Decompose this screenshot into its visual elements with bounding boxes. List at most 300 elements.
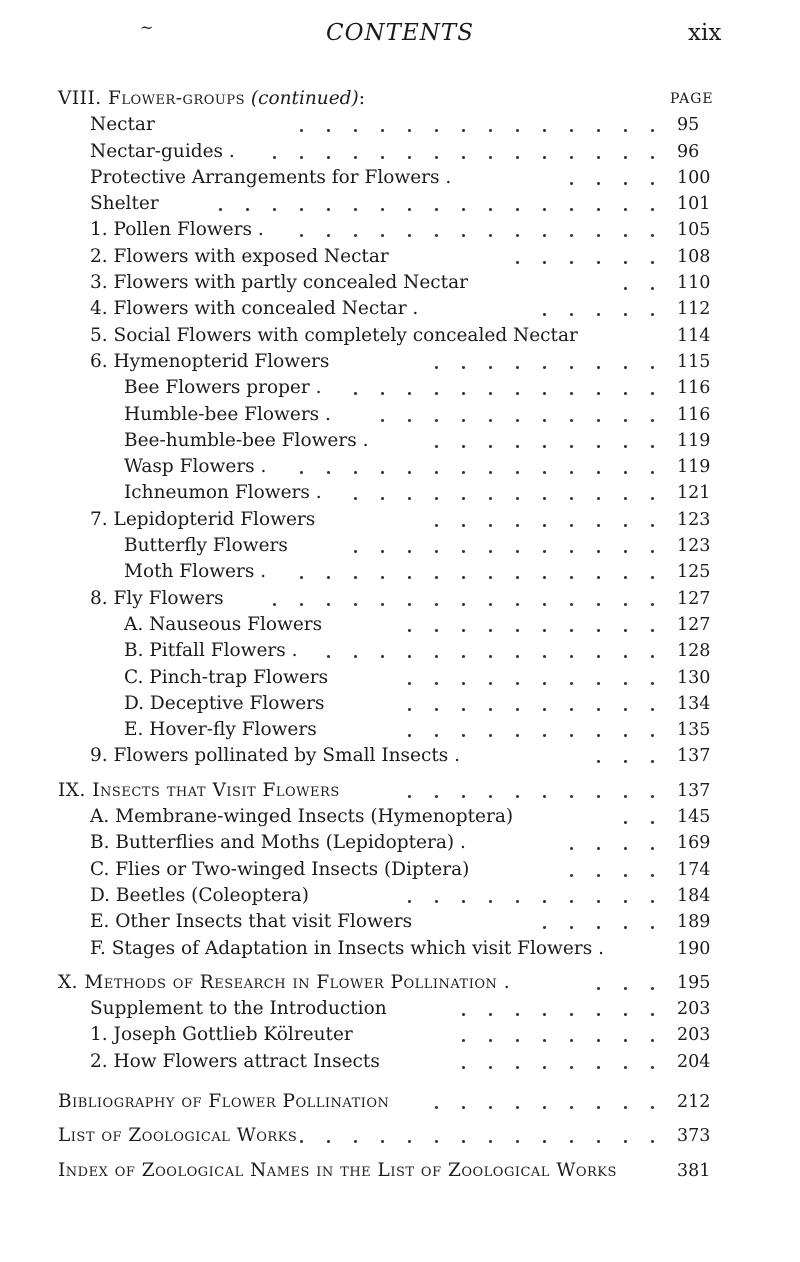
running-head — [0, 20, 800, 50]
leader-dot — [462, 497, 465, 500]
leader-dot — [462, 1066, 465, 1069]
leader-dot — [624, 874, 627, 877]
toc-entry-title: E. Other Insects that visit Flowers — [90, 911, 413, 933]
leader-dot — [381, 208, 384, 211]
leader-dot — [489, 795, 492, 798]
leader-dot — [597, 445, 600, 448]
leader-dot — [624, 261, 627, 264]
toc-entry-attract — [0, 1049, 800, 1075]
leader-dot — [489, 156, 492, 159]
running-head-title: CONTENTS — [326, 20, 474, 46]
leader-dot — [651, 182, 654, 185]
leader-dot — [408, 1140, 411, 1143]
toc-entry-nectar — [0, 112, 800, 138]
leader-dot — [597, 603, 600, 606]
leader-dot — [543, 1039, 546, 1042]
leader-dot — [489, 682, 492, 685]
leader-dot — [597, 471, 600, 474]
leader-dot — [651, 234, 654, 237]
leader-dot — [624, 208, 627, 211]
leader-dot — [651, 795, 654, 798]
leader-dot — [651, 366, 654, 369]
leader-dot — [489, 603, 492, 606]
leader-dot — [516, 603, 519, 606]
leader-dot — [651, 445, 654, 448]
index-heading — [0, 1158, 800, 1184]
toc-entry-page: 114 — [677, 325, 711, 346]
leader-dot — [462, 550, 465, 553]
leader-dot — [543, 1066, 546, 1069]
leader-dot — [624, 392, 627, 395]
leader-dot — [597, 1013, 600, 1016]
toc-entry-page: 128 — [677, 641, 711, 662]
chapter-x-label: X. Methods of Research in Flower Pollination . — [58, 971, 511, 993]
leader-dot — [543, 313, 546, 316]
toc-entry-title: 8. Fly Flowers — [90, 587, 224, 609]
leader-dot — [516, 208, 519, 211]
leader-dot — [381, 392, 384, 395]
leader-dot — [354, 208, 357, 211]
leader-dot — [651, 419, 654, 422]
toc-entry-page: 190 — [677, 938, 711, 959]
leader-dot — [570, 795, 573, 798]
leader-dot — [543, 926, 546, 929]
leader-dot — [327, 129, 330, 132]
leader-dot — [651, 987, 654, 990]
leader-dot — [381, 497, 384, 500]
toc-entry-page: 123 — [677, 536, 711, 557]
toc-entry-title: 5. Social Flowers with completely concealed Nectar — [90, 324, 578, 346]
leader-dot — [651, 392, 654, 395]
leader-dot — [597, 795, 600, 798]
toc-entry-page: 119 — [677, 430, 711, 451]
leader-dot — [624, 760, 627, 763]
leader-dot — [651, 261, 654, 264]
leader-dot — [597, 576, 600, 579]
leader-dot — [570, 156, 573, 159]
leader-dot — [597, 987, 600, 990]
leader-dot — [354, 497, 357, 500]
leader-dot — [354, 550, 357, 553]
toc-entry-butterflies-moths — [0, 830, 800, 856]
toc-entry-pinch — [0, 665, 800, 691]
leader-dot — [516, 655, 519, 658]
leader-dot — [489, 708, 492, 711]
toc-entry-fly — [0, 586, 800, 612]
leader-dot — [381, 419, 384, 422]
toc-entry-kolreuter — [0, 1022, 800, 1048]
leader-dot — [489, 471, 492, 474]
leader-dot — [273, 156, 276, 159]
leader-dot — [570, 1106, 573, 1109]
leader-dot — [273, 208, 276, 211]
leader-dot — [651, 1039, 654, 1042]
leader-dot — [327, 655, 330, 658]
leader-dot — [435, 1140, 438, 1143]
leader-dot — [624, 1140, 627, 1143]
leader-dot — [597, 524, 600, 527]
leader-dot — [408, 392, 411, 395]
toc-entry-page: 119 — [677, 457, 711, 478]
leader-dot — [408, 629, 411, 632]
leader-dot — [381, 234, 384, 237]
leader-dot — [624, 524, 627, 527]
leader-dot — [624, 682, 627, 685]
leader-dot — [489, 419, 492, 422]
leader-dot — [597, 550, 600, 553]
leader-dot — [651, 287, 654, 290]
leader-dot — [300, 603, 303, 606]
leader-dot — [516, 1039, 519, 1042]
toc-entry-page: 112 — [677, 299, 711, 320]
leader-dot — [516, 734, 519, 737]
leader-dot — [570, 900, 573, 903]
leader-dot — [624, 926, 627, 929]
toc-entry-title: Ichneumon Flowers . — [124, 482, 322, 504]
toc-entry-page: 127 — [677, 614, 711, 635]
leader-dot — [408, 795, 411, 798]
leader-dot — [462, 234, 465, 237]
toc-entry-page: 135 — [677, 720, 711, 741]
toc-entry-title: A. Membrane-winged Insects (Hymenoptera) — [90, 806, 514, 828]
leader-dot — [543, 1140, 546, 1143]
leader-dot — [435, 129, 438, 132]
leader-dot — [381, 471, 384, 474]
toc-entry-title: A. Nauseous Flowers — [124, 613, 323, 635]
toc-entry-page: 189 — [677, 912, 711, 933]
leader-dot — [489, 1106, 492, 1109]
leader-dot — [435, 1106, 438, 1109]
leader-dot — [462, 1140, 465, 1143]
toc-entry-shelter — [0, 191, 800, 217]
toc-entry-other — [0, 909, 800, 935]
leader-dot — [354, 603, 357, 606]
toc-entry-bee — [0, 375, 800, 401]
leader-dot — [489, 524, 492, 527]
leader-dot — [624, 1039, 627, 1042]
leader-dot — [408, 734, 411, 737]
leader-dot — [300, 234, 303, 237]
leader-dot — [435, 234, 438, 237]
leader-dot — [462, 655, 465, 658]
toc-entry-title: 9. Flowers pollinated by Small Insects . — [90, 745, 461, 767]
leader-dot — [408, 497, 411, 500]
leader-dot — [543, 603, 546, 606]
bibliography-heading — [0, 1089, 800, 1115]
leader-dot — [651, 313, 654, 316]
toc-entry-page: 101 — [677, 194, 711, 215]
leader-dot — [570, 1066, 573, 1069]
leader-dot — [516, 550, 519, 553]
leader-dot — [597, 156, 600, 159]
leader-dot — [651, 129, 654, 132]
leader-dot — [462, 1106, 465, 1109]
toc-entry-title: 7. Lepidopterid Flowers — [90, 508, 316, 530]
leader-dot — [354, 471, 357, 474]
leader-dot — [570, 847, 573, 850]
leader-dot — [543, 734, 546, 737]
leader-dot — [516, 708, 519, 711]
leader-dot — [489, 900, 492, 903]
leader-dot — [489, 1140, 492, 1143]
leader-dot — [354, 655, 357, 658]
leader-dot — [570, 366, 573, 369]
leader-dot — [435, 208, 438, 211]
leader-dot — [651, 708, 654, 711]
leader-dot — [624, 182, 627, 185]
leader-dot — [597, 234, 600, 237]
leader-dot — [327, 1140, 330, 1143]
leader-dot — [651, 874, 654, 877]
toc-entry-page: 95 — [677, 115, 700, 136]
leader-dot — [543, 471, 546, 474]
toc-entry-page: 125 — [677, 562, 711, 583]
leader-dot — [354, 1140, 357, 1143]
leader-dot — [489, 366, 492, 369]
zoological-label: List of Zoological Works — [58, 1125, 298, 1147]
toc-entry-deceptive — [0, 691, 800, 717]
leader-dot — [408, 234, 411, 237]
toc-entry-page: 100 — [677, 167, 711, 188]
leader-dot — [408, 900, 411, 903]
leader-dot — [570, 708, 573, 711]
leader-dot — [408, 471, 411, 474]
leader-dot — [435, 682, 438, 685]
leader-dot — [651, 655, 654, 658]
leader-dot — [597, 208, 600, 211]
leader-dot — [651, 550, 654, 553]
leader-dot — [435, 734, 438, 737]
toc-entry-flies — [0, 857, 800, 883]
leader-dot — [489, 1013, 492, 1016]
toc-entry-title: F. Stages of Adaptation in Insects which visit Flowers . — [90, 937, 604, 959]
leader-dot — [408, 550, 411, 553]
leader-dot — [570, 874, 573, 877]
chapter-viii-continued: (continued) — [250, 88, 359, 109]
running-head-mark: ~ — [140, 18, 154, 37]
toc-entry-title: 1. Pollen Flowers . — [90, 219, 264, 241]
leader-dot — [516, 795, 519, 798]
toc-entry-page: 116 — [677, 404, 711, 425]
leader-dot — [651, 208, 654, 211]
leader-dot — [435, 366, 438, 369]
leader-dot — [246, 208, 249, 211]
leader-dot — [624, 313, 627, 316]
leader-dot — [354, 129, 357, 132]
leader-dot — [597, 1039, 600, 1042]
leader-dot — [543, 419, 546, 422]
leader-dot — [435, 471, 438, 474]
leader-dot — [516, 497, 519, 500]
toc-entry-exposed — [0, 244, 800, 270]
toc-entry-page: 169 — [677, 833, 711, 854]
leader-dot — [651, 1140, 654, 1143]
toc-entry-lepidopterid — [0, 507, 800, 533]
leader-dot — [516, 129, 519, 132]
leader-dot — [435, 900, 438, 903]
leader-dot — [597, 261, 600, 264]
toc-entry-page: 212 — [677, 1091, 711, 1112]
leader-dot — [624, 655, 627, 658]
toc-entry-page: 203 — [677, 999, 711, 1020]
leader-dot — [327, 234, 330, 237]
toc-entry-hymenopterid — [0, 349, 800, 375]
toc-entry-page: 116 — [677, 378, 711, 399]
toc-entry-title: Shelter — [90, 193, 159, 215]
leader-dot — [624, 603, 627, 606]
leader-dot — [570, 926, 573, 929]
toc-entry-title: 2. Flowers with exposed Nectar — [90, 245, 389, 267]
leader-dot — [543, 900, 546, 903]
leader-dot — [570, 129, 573, 132]
leader-dot — [408, 156, 411, 159]
leader-dot — [624, 156, 627, 159]
toc-entry-title: Moth Flowers . — [124, 561, 267, 583]
leader-dot — [570, 445, 573, 448]
leader-dot — [624, 847, 627, 850]
leader-dot — [489, 1039, 492, 1042]
leader-dot — [651, 847, 654, 850]
leader-dot — [381, 655, 384, 658]
leader-dot — [543, 234, 546, 237]
leader-dot — [300, 576, 303, 579]
toc-entry-page: 137 — [677, 746, 711, 767]
leader-dot — [462, 682, 465, 685]
leader-dot — [624, 576, 627, 579]
leader-dot — [570, 234, 573, 237]
leader-dot — [516, 261, 519, 264]
leader-dot — [624, 629, 627, 632]
leader-dot — [543, 576, 546, 579]
leader-dot — [597, 366, 600, 369]
leader-dot — [489, 392, 492, 395]
leader-dot — [408, 655, 411, 658]
toc-entry-page: 204 — [677, 1051, 711, 1072]
leader-dot — [543, 1106, 546, 1109]
leader-dot — [597, 1106, 600, 1109]
leader-dot — [651, 1066, 654, 1069]
leader-dot — [435, 603, 438, 606]
chapter-x-heading — [0, 970, 800, 996]
leader-dot — [543, 156, 546, 159]
leader-dot — [435, 708, 438, 711]
leader-dot — [570, 497, 573, 500]
leader-dot — [624, 550, 627, 553]
leader-dot — [435, 576, 438, 579]
leader-dot — [651, 497, 654, 500]
toc-entry-page: 145 — [677, 807, 711, 828]
leader-dot — [516, 1013, 519, 1016]
chapter-viii-heading — [0, 86, 800, 112]
leader-dot — [435, 655, 438, 658]
toc-entry-page: 195 — [677, 972, 711, 993]
leader-dot — [624, 419, 627, 422]
toc-entry-page: 373 — [677, 1126, 711, 1147]
toc-entry-page: 108 — [677, 246, 711, 267]
leader-dot — [651, 603, 654, 606]
leader-dot — [597, 313, 600, 316]
leader-dot — [462, 208, 465, 211]
chapter-ix-label: IX. Insects that Visit Flowers — [58, 779, 340, 801]
leader-dot — [462, 1039, 465, 1042]
leader-dot — [597, 182, 600, 185]
leader-dot — [570, 182, 573, 185]
leader-dot — [516, 629, 519, 632]
toc-entry-title: 3. Flowers with partly concealed Nectar — [90, 272, 468, 294]
leader-dot — [435, 392, 438, 395]
leader-dot — [543, 524, 546, 527]
leader-dot — [624, 366, 627, 369]
leader-dot — [651, 1013, 654, 1016]
index-label: Index of Zoological Names in the List of Zoological Works — [58, 1159, 617, 1181]
leader-dot — [651, 524, 654, 527]
toc-entry-title: B. Butterflies and Moths (Lepidoptera) . — [90, 832, 466, 854]
leader-dot — [489, 629, 492, 632]
leader-dot — [570, 550, 573, 553]
bibliography-label: Bibliography of Flower Pollination — [58, 1090, 390, 1112]
toc-entry-title: 4. Flowers with concealed Nectar . — [90, 298, 419, 320]
leader-dot — [543, 550, 546, 553]
leader-dot — [408, 603, 411, 606]
leader-dot — [597, 655, 600, 658]
leader-dot — [570, 655, 573, 658]
leader-dot — [516, 1066, 519, 1069]
leader-dot — [570, 1039, 573, 1042]
leader-dot — [651, 576, 654, 579]
leader-dot — [570, 392, 573, 395]
leader-dot — [381, 156, 384, 159]
leader-dot — [462, 795, 465, 798]
leader-dot — [462, 734, 465, 737]
leader-dot — [543, 497, 546, 500]
leader-dot — [462, 419, 465, 422]
toc-entry-title: Bee Flowers proper . — [124, 377, 322, 399]
toc-entry-title: D. Deceptive Flowers — [124, 692, 325, 714]
toc-entry-concealed — [0, 296, 800, 322]
chapter-ix-heading — [0, 778, 800, 804]
leader-dot — [462, 392, 465, 395]
toc-entry-small-insects — [0, 743, 800, 769]
toc-entry-protective — [0, 165, 800, 191]
toc-entry-bee-humble — [0, 428, 800, 454]
leader-dot — [624, 900, 627, 903]
leader-dot — [570, 524, 573, 527]
toc-entry-title: Butterfly Flowers — [124, 535, 288, 557]
leader-dot — [543, 392, 546, 395]
toc-entry-title: B. Pitfall Flowers . — [124, 640, 298, 662]
leader-dot — [597, 926, 600, 929]
leader-dot — [489, 734, 492, 737]
leader-dot — [381, 550, 384, 553]
leader-dot — [462, 366, 465, 369]
leader-dot — [570, 629, 573, 632]
leader-dot — [462, 708, 465, 711]
toc-entry-title: C. Pinch-trap Flowers — [124, 666, 329, 688]
leader-dot — [597, 734, 600, 737]
leader-dot — [597, 1066, 600, 1069]
zoological-heading — [0, 1123, 800, 1149]
table-of-contents — [0, 86, 800, 1184]
leader-dot — [462, 629, 465, 632]
leader-dot — [381, 603, 384, 606]
leader-dot — [435, 156, 438, 159]
leader-dot — [435, 550, 438, 553]
leader-dot — [543, 366, 546, 369]
leader-dot — [624, 795, 627, 798]
leader-dot — [381, 576, 384, 579]
toc-entry-page: 381 — [677, 1160, 711, 1181]
toc-entry-stages — [0, 936, 800, 962]
